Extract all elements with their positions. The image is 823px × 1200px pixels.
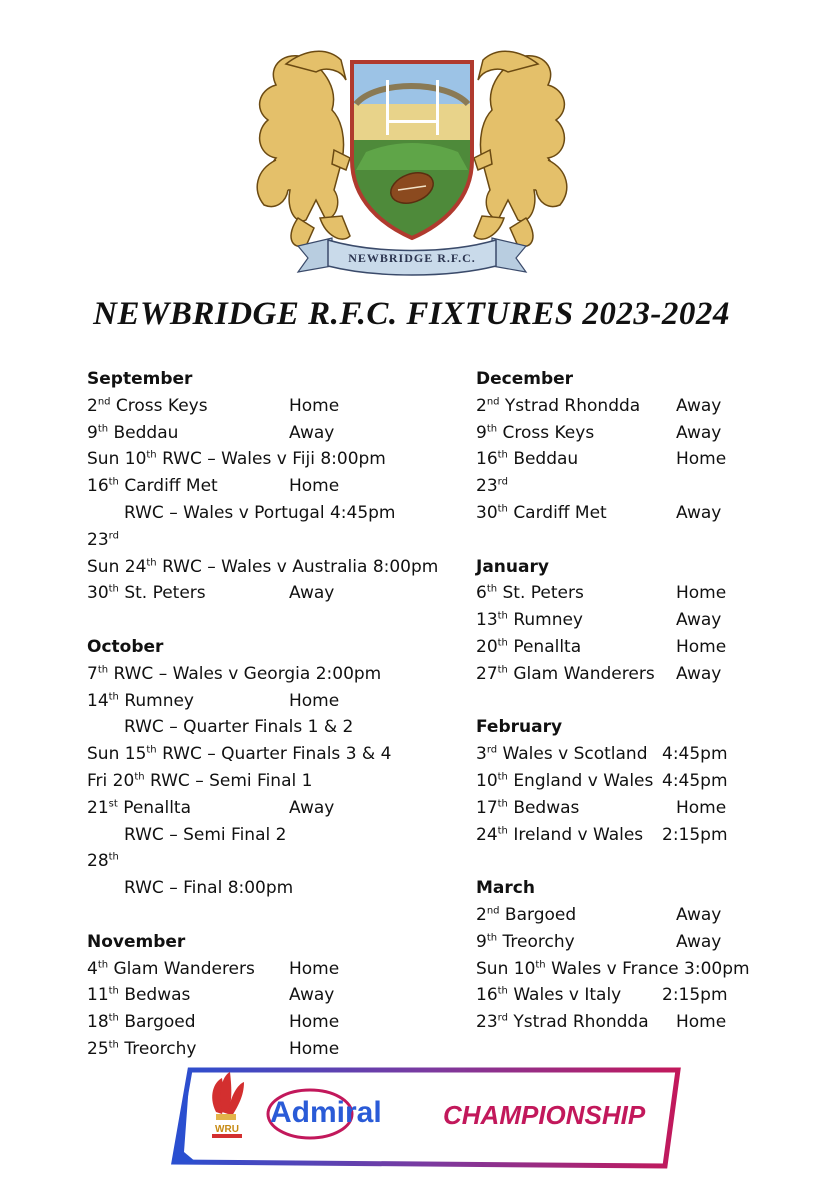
left-griffin-icon xyxy=(257,51,350,246)
fixture-venue: Away xyxy=(676,502,722,523)
fixture-day-suffix: th xyxy=(146,449,157,461)
month-spacer xyxy=(87,607,457,634)
fixture-opponent: Bedwas xyxy=(513,797,580,818)
fixture-row xyxy=(87,956,457,983)
fixture-day: 15 xyxy=(124,744,147,765)
fixture-day: 3 xyxy=(476,744,487,765)
fixture-kickoff-time: 4:45pm xyxy=(662,744,728,765)
fixture-day: 28 xyxy=(87,851,109,872)
fixture-row xyxy=(476,956,776,983)
fixture-text xyxy=(476,741,648,768)
fixture-opponent: Cross Keys xyxy=(115,395,208,416)
fixture-text xyxy=(87,795,191,822)
fixture-venue: Home xyxy=(289,476,340,497)
fixture-venue: Home xyxy=(676,797,727,818)
fixture-venue: Away xyxy=(676,663,722,684)
fixture-day-suffix: th xyxy=(497,503,508,515)
fixture-opponent: Treorchy xyxy=(502,931,575,952)
fixture-day: 10 xyxy=(513,958,536,979)
fixture-row xyxy=(87,473,457,500)
fixture-text xyxy=(87,446,386,473)
fixture-venue: Away xyxy=(289,985,335,1006)
fixture-text xyxy=(476,822,643,849)
fixture-opponent: Wales v Italy xyxy=(513,985,622,1006)
fixture-opponent: Wales v Scotland xyxy=(502,744,648,765)
fixture-day-suffix: th xyxy=(486,932,498,944)
fixture-text xyxy=(87,554,438,581)
fixture-text xyxy=(476,634,581,661)
fixtures-left-column xyxy=(87,366,457,1063)
fixture-day: 21 xyxy=(87,797,109,818)
month-heading: February xyxy=(476,717,563,738)
fixture-day-suffix: st xyxy=(108,798,118,810)
fixture-day: 24 xyxy=(476,824,498,845)
fixture-day: 25 xyxy=(87,1038,109,1059)
sponsor-brand: Admiral xyxy=(270,1096,382,1129)
fixture-text xyxy=(87,420,178,447)
fixture-venue: Away xyxy=(676,395,722,416)
fixture-venue: Away xyxy=(676,931,722,952)
month-spacer xyxy=(87,902,457,929)
fixture-day-suffix: th xyxy=(97,664,109,676)
fixture-text xyxy=(476,473,508,500)
fixture-venue: Home xyxy=(289,690,340,711)
fixture-text xyxy=(476,661,655,688)
fixture-venue: Away xyxy=(289,583,335,604)
month-spacer xyxy=(476,527,776,554)
fixture-day: 23 xyxy=(87,529,109,550)
fixture-day-prefix: Sun xyxy=(476,958,514,979)
fixture-opponent: Penallta xyxy=(123,797,192,818)
fixture-text xyxy=(87,473,218,500)
fixture-text xyxy=(476,902,576,929)
fixture-row xyxy=(87,1036,457,1063)
fixture-day: 11 xyxy=(87,985,109,1006)
month-heading: November xyxy=(87,931,186,952)
sponsor-banner xyxy=(160,1062,685,1174)
fixture-day-suffix: th xyxy=(486,422,498,434)
fixture-day: 6 xyxy=(476,583,487,604)
fixture-row xyxy=(476,420,776,447)
fixture-day-prefix: Sun xyxy=(87,744,125,765)
fixture-day: 10 xyxy=(124,449,147,470)
fixture-text xyxy=(87,848,119,875)
fixture-opponent: RWC – Semi Final 1 xyxy=(149,770,313,791)
fixture-opponent: Beddau xyxy=(113,422,179,443)
fixture-row xyxy=(476,1009,776,1036)
fixture-text xyxy=(476,446,578,473)
fixture-opponent: Treorchy xyxy=(124,1038,197,1059)
fixture-row xyxy=(87,848,457,875)
fixture-kickoff-time: 4:45pm xyxy=(662,770,728,791)
fixture-day-suffix: th xyxy=(497,664,508,676)
fixture-text xyxy=(476,500,607,527)
fixture-day: 9 xyxy=(476,931,487,952)
fixture-day: 14 xyxy=(87,690,109,711)
fixture-text xyxy=(87,741,391,768)
fixture-text xyxy=(87,527,119,554)
fixture-opponent: Cross Keys xyxy=(502,422,595,443)
fixture-text xyxy=(476,795,579,822)
month-heading: March xyxy=(476,878,535,899)
fixture-opponent: Beddau xyxy=(513,449,579,470)
month-spacer xyxy=(476,848,776,875)
fixture-row xyxy=(87,420,457,447)
fixture-row xyxy=(476,741,776,768)
fixture-day: 10 xyxy=(476,770,498,791)
fixture-day: 16 xyxy=(87,476,109,497)
fixture-day: 20 xyxy=(476,636,498,657)
fixture-day: 30 xyxy=(476,502,498,523)
fixture-row xyxy=(476,768,776,795)
fixture-day: 16 xyxy=(476,985,498,1006)
fixture-text xyxy=(476,607,583,634)
fixture-row xyxy=(87,393,457,420)
fixture-day-suffix: rd xyxy=(497,1012,508,1024)
fixture-day-suffix: th xyxy=(108,690,119,702)
fixture-day: 2 xyxy=(87,395,98,416)
fixture-venue: Home xyxy=(676,449,727,470)
fixture-day-suffix: th xyxy=(497,798,508,810)
fixture-text xyxy=(476,393,640,420)
club-crest xyxy=(246,40,578,276)
fixture-day-suffix: th xyxy=(497,637,508,649)
fixture-text xyxy=(87,393,208,420)
fixture-day: 2 xyxy=(476,904,487,925)
fixture-opponent: RWC – Quarter Finals 3 & 4 xyxy=(162,744,392,765)
fixture-row xyxy=(87,688,457,715)
fixture-row xyxy=(87,741,457,768)
fixture-day: 23 xyxy=(476,1012,498,1033)
fixture-opponent: Ystrad Rhondda xyxy=(513,1012,649,1033)
fixture-day: 9 xyxy=(87,422,98,443)
fixture-opponent: Glam Wanderers xyxy=(113,958,255,979)
fixture-row xyxy=(476,580,776,607)
fixture-day-suffix: th xyxy=(108,476,119,488)
fixture-opponent: Rumney xyxy=(124,690,194,711)
fixture-day: 4 xyxy=(87,958,98,979)
fixture-row xyxy=(87,822,457,849)
fixture-row xyxy=(87,714,457,741)
fixture-opponent: Ireland v Wales xyxy=(513,824,644,845)
fixture-opponent: Ystrad Rhondda xyxy=(504,395,641,416)
fixture-venue: Home xyxy=(676,1012,727,1033)
fixture-indented-text: RWC – Wales v Portugal 4:45pm xyxy=(124,502,396,523)
fixture-day: 18 xyxy=(87,1012,109,1033)
fixture-text xyxy=(476,768,653,795)
fixture-row xyxy=(476,473,776,500)
fixture-opponent: RWC – Wales v Georgia 2:00pm xyxy=(113,663,382,684)
fixture-day-suffix: nd xyxy=(97,396,111,408)
fixture-venue: Home xyxy=(676,636,727,657)
fixture-row xyxy=(476,795,776,822)
fixture-day-suffix: th xyxy=(146,744,157,756)
fixture-row xyxy=(87,768,457,795)
month-spacer xyxy=(476,688,776,715)
fixture-opponent: St. Peters xyxy=(124,583,206,604)
fixture-row xyxy=(476,822,776,849)
fixture-day: 30 xyxy=(87,583,109,604)
fixture-text xyxy=(87,768,312,795)
fixture-venue: Away xyxy=(289,797,335,818)
fixture-day-suffix: th xyxy=(108,1012,119,1024)
sponsor-league: CHAMPIONSHIP xyxy=(443,1100,646,1130)
fixture-opponent: RWC – Wales v Australia 8:00pm xyxy=(162,556,439,577)
fixture-opponent: England v Wales xyxy=(513,770,654,791)
fixture-day-prefix: Sun xyxy=(87,449,125,470)
fixture-day: 9 xyxy=(476,422,487,443)
fixture-row xyxy=(87,795,457,822)
fixture-text xyxy=(87,982,190,1009)
fixture-row xyxy=(476,634,776,661)
fixture-day: 17 xyxy=(476,797,498,818)
page-title: NEWBRIDGE R.F.C. FIXTURES 2023-2024 xyxy=(93,296,730,332)
fixture-opponent: St. Peters xyxy=(502,583,584,604)
fixture-row xyxy=(476,607,776,634)
fixture-day-suffix: th xyxy=(535,958,546,970)
fixture-day: 2 xyxy=(476,395,487,416)
fixture-row xyxy=(87,527,457,554)
month-heading: December xyxy=(476,369,574,389)
fixture-row xyxy=(87,1009,457,1036)
fixture-venue: Away xyxy=(289,422,335,443)
right-griffin-icon xyxy=(474,51,567,246)
fixture-kickoff-time: 2:15pm xyxy=(662,985,728,1006)
fixture-day-suffix: th xyxy=(134,771,145,783)
fixture-indented-text: RWC – Semi Final 2 xyxy=(124,824,287,845)
fixture-day-suffix: th xyxy=(97,958,109,970)
fixture-text xyxy=(87,1036,196,1063)
fixture-row xyxy=(476,393,776,420)
crest-scroll-text: NEWBRIDGE R.F.C. xyxy=(348,251,476,265)
fixture-text xyxy=(87,580,206,607)
month-heading: September xyxy=(87,369,193,389)
fixture-row xyxy=(476,982,776,1009)
fixture-day-suffix: th xyxy=(497,449,508,461)
fixture-day-suffix: rd xyxy=(108,530,119,542)
fixture-day-suffix: th xyxy=(497,771,508,783)
fixture-day-suffix: th xyxy=(108,583,119,595)
fixture-day-suffix: th xyxy=(108,851,119,863)
fixture-opponent: Bargoed xyxy=(124,1012,196,1033)
fixture-day: 24 xyxy=(124,556,147,577)
fixture-text xyxy=(476,580,584,607)
fixture-day: 23 xyxy=(476,476,498,497)
fixture-text xyxy=(476,982,621,1009)
fixture-day-suffix: rd xyxy=(486,744,498,756)
fixture-day-suffix: th xyxy=(497,610,508,622)
fixture-row xyxy=(87,500,457,527)
fixture-day-suffix: th xyxy=(97,422,109,434)
fixture-opponent: Bargoed xyxy=(504,904,577,925)
fixture-day-suffix: th xyxy=(486,583,498,595)
fixture-row xyxy=(476,661,776,688)
fixture-opponent: Wales v France 3:00pm xyxy=(551,958,750,979)
fixture-venue: Home xyxy=(289,1012,340,1033)
fixture-indented-text: RWC – Quarter Finals 1 & 2 xyxy=(124,717,354,738)
fixture-row xyxy=(87,982,457,1009)
shield-icon xyxy=(352,62,472,238)
fixture-day-suffix: th xyxy=(497,985,508,997)
fixture-row xyxy=(87,554,457,581)
fixture-opponent: Glam Wanderers xyxy=(513,663,655,684)
fixture-day: 7 xyxy=(87,663,98,684)
fixture-opponent: Rumney xyxy=(513,610,583,631)
fixture-text xyxy=(87,688,194,715)
fixture-venue: Home xyxy=(289,958,340,979)
month-heading: October xyxy=(87,636,164,657)
fixture-opponent: RWC – Wales v Fiji 8:00pm xyxy=(162,449,386,470)
fixture-row xyxy=(476,929,776,956)
fixture-text xyxy=(476,956,750,983)
fixture-text xyxy=(87,661,381,688)
fixture-day-suffix: th xyxy=(146,556,157,568)
fixture-opponent: Penallta xyxy=(513,636,582,657)
fixture-venue: Away xyxy=(676,610,722,631)
fixture-opponent: Bedwas xyxy=(124,985,191,1006)
fixture-opponent: Cardiff Met xyxy=(124,476,218,497)
fixture-day-suffix: nd xyxy=(486,905,500,917)
fixture-kickoff-time: 2:15pm xyxy=(662,824,728,845)
fixture-venue: Home xyxy=(676,583,727,604)
fixture-venue: Home xyxy=(289,1038,340,1059)
fixture-day: 16 xyxy=(476,449,498,470)
fixture-row xyxy=(87,580,457,607)
wru-label: WRU xyxy=(215,1124,239,1135)
fixture-venue: Away xyxy=(676,422,722,443)
fixture-venue: Home xyxy=(289,395,340,416)
fixture-row xyxy=(476,446,776,473)
fixture-row xyxy=(87,661,457,688)
fixture-day-suffix: th xyxy=(108,1039,119,1051)
fixture-row xyxy=(476,902,776,929)
fixture-row xyxy=(87,875,457,902)
fixture-day-prefix: Fri xyxy=(87,770,113,791)
fixture-text xyxy=(476,929,575,956)
fixture-row xyxy=(476,500,776,527)
fixture-text xyxy=(476,420,594,447)
fixture-day: 13 xyxy=(476,610,498,631)
fixture-opponent: Cardiff Met xyxy=(513,502,607,523)
fixture-text xyxy=(87,1009,196,1036)
fixture-day-suffix: th xyxy=(108,985,119,997)
fixture-day: 20 xyxy=(112,770,135,791)
fixture-venue: Away xyxy=(676,904,722,925)
fixture-day: 27 xyxy=(476,663,498,684)
month-heading: January xyxy=(476,556,549,577)
fixture-day-suffix: th xyxy=(497,824,508,836)
fixture-row xyxy=(87,446,457,473)
fixture-day-suffix: rd xyxy=(497,476,508,488)
fixture-day-suffix: nd xyxy=(486,396,500,408)
fixture-text xyxy=(476,1009,649,1036)
fixtures-right-column xyxy=(476,366,776,1036)
fixture-indented-text: RWC – Final 8:00pm xyxy=(124,878,294,899)
fixture-text xyxy=(87,956,255,983)
fixture-day-prefix: Sun xyxy=(87,556,125,577)
crest-scroll xyxy=(298,238,526,275)
